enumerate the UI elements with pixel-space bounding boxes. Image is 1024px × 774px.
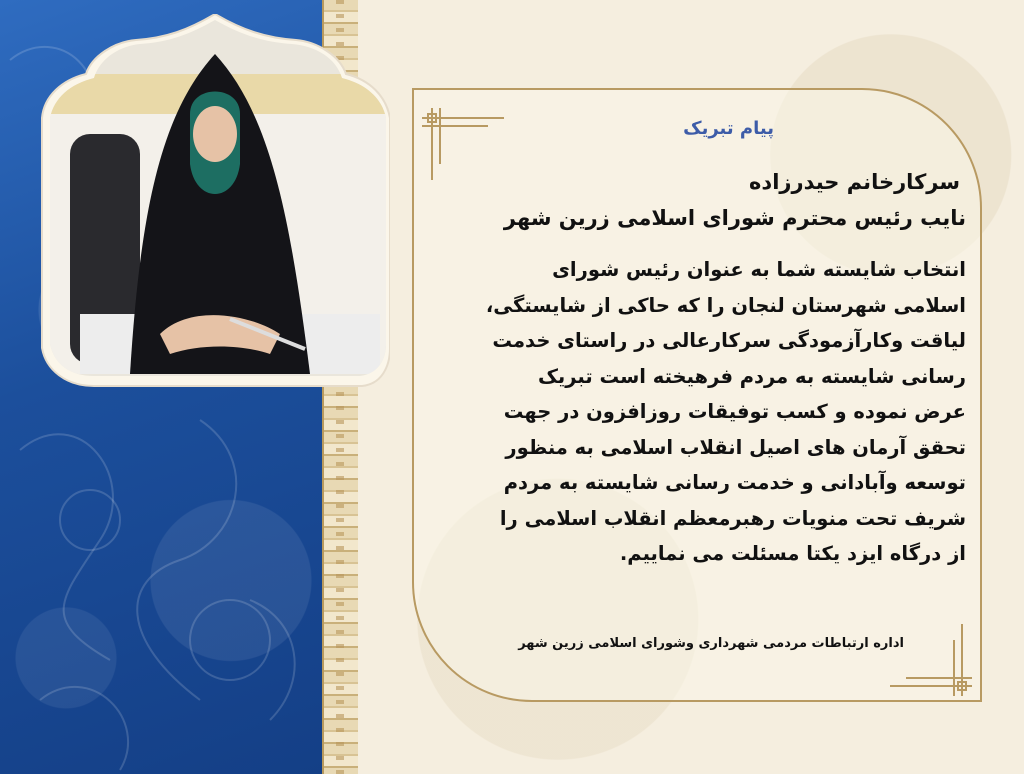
message-line: تحقق آرمان های اصیل انقلاب اسلامی به منظور	[505, 435, 966, 459]
message-line: عرض نموده و کسب توفیقات روزافزون در جهت	[503, 400, 966, 423]
recipient-title: نایب رئیس محترم شورای اسلامی زرین شهر	[503, 206, 966, 230]
portrait-photo	[40, 14, 390, 390]
message-line: انتخاب شایسته شما به عنوان رئیس شورای	[552, 258, 966, 281]
corner-ornament-icon	[418, 104, 508, 184]
greeting-heading: پیام تبریک	[683, 118, 774, 139]
message-line: توسعه وآبادانی و خدمت رسانی شایسته به مردم	[503, 471, 966, 494]
message-line: شریف تحت منویات رهبرمعظم انقلاب اسلامی را	[499, 506, 966, 530]
message-body	[446, 252, 966, 572]
message-line: لیاقت وکارآزمودگی سرکارعالی در راستای خدمت	[492, 329, 966, 352]
recipient-name: سرکارخانم حیدرزاده	[749, 170, 960, 194]
sender-signature: اداره ارتباطات مردمی شهرداری وشورای اسلامی زرین شهر	[518, 636, 904, 651]
message-line: از درگاه ایزد یکتا مسئلت می نماییم.	[619, 542, 966, 565]
message-line: اسلامی شهرستان لنجان را که حاکی از شایستگی،	[485, 293, 966, 317]
corner-ornament-icon	[886, 620, 976, 700]
message-line: رسانی شایسته به مردم فرهیخته است تبریک	[537, 364, 966, 388]
